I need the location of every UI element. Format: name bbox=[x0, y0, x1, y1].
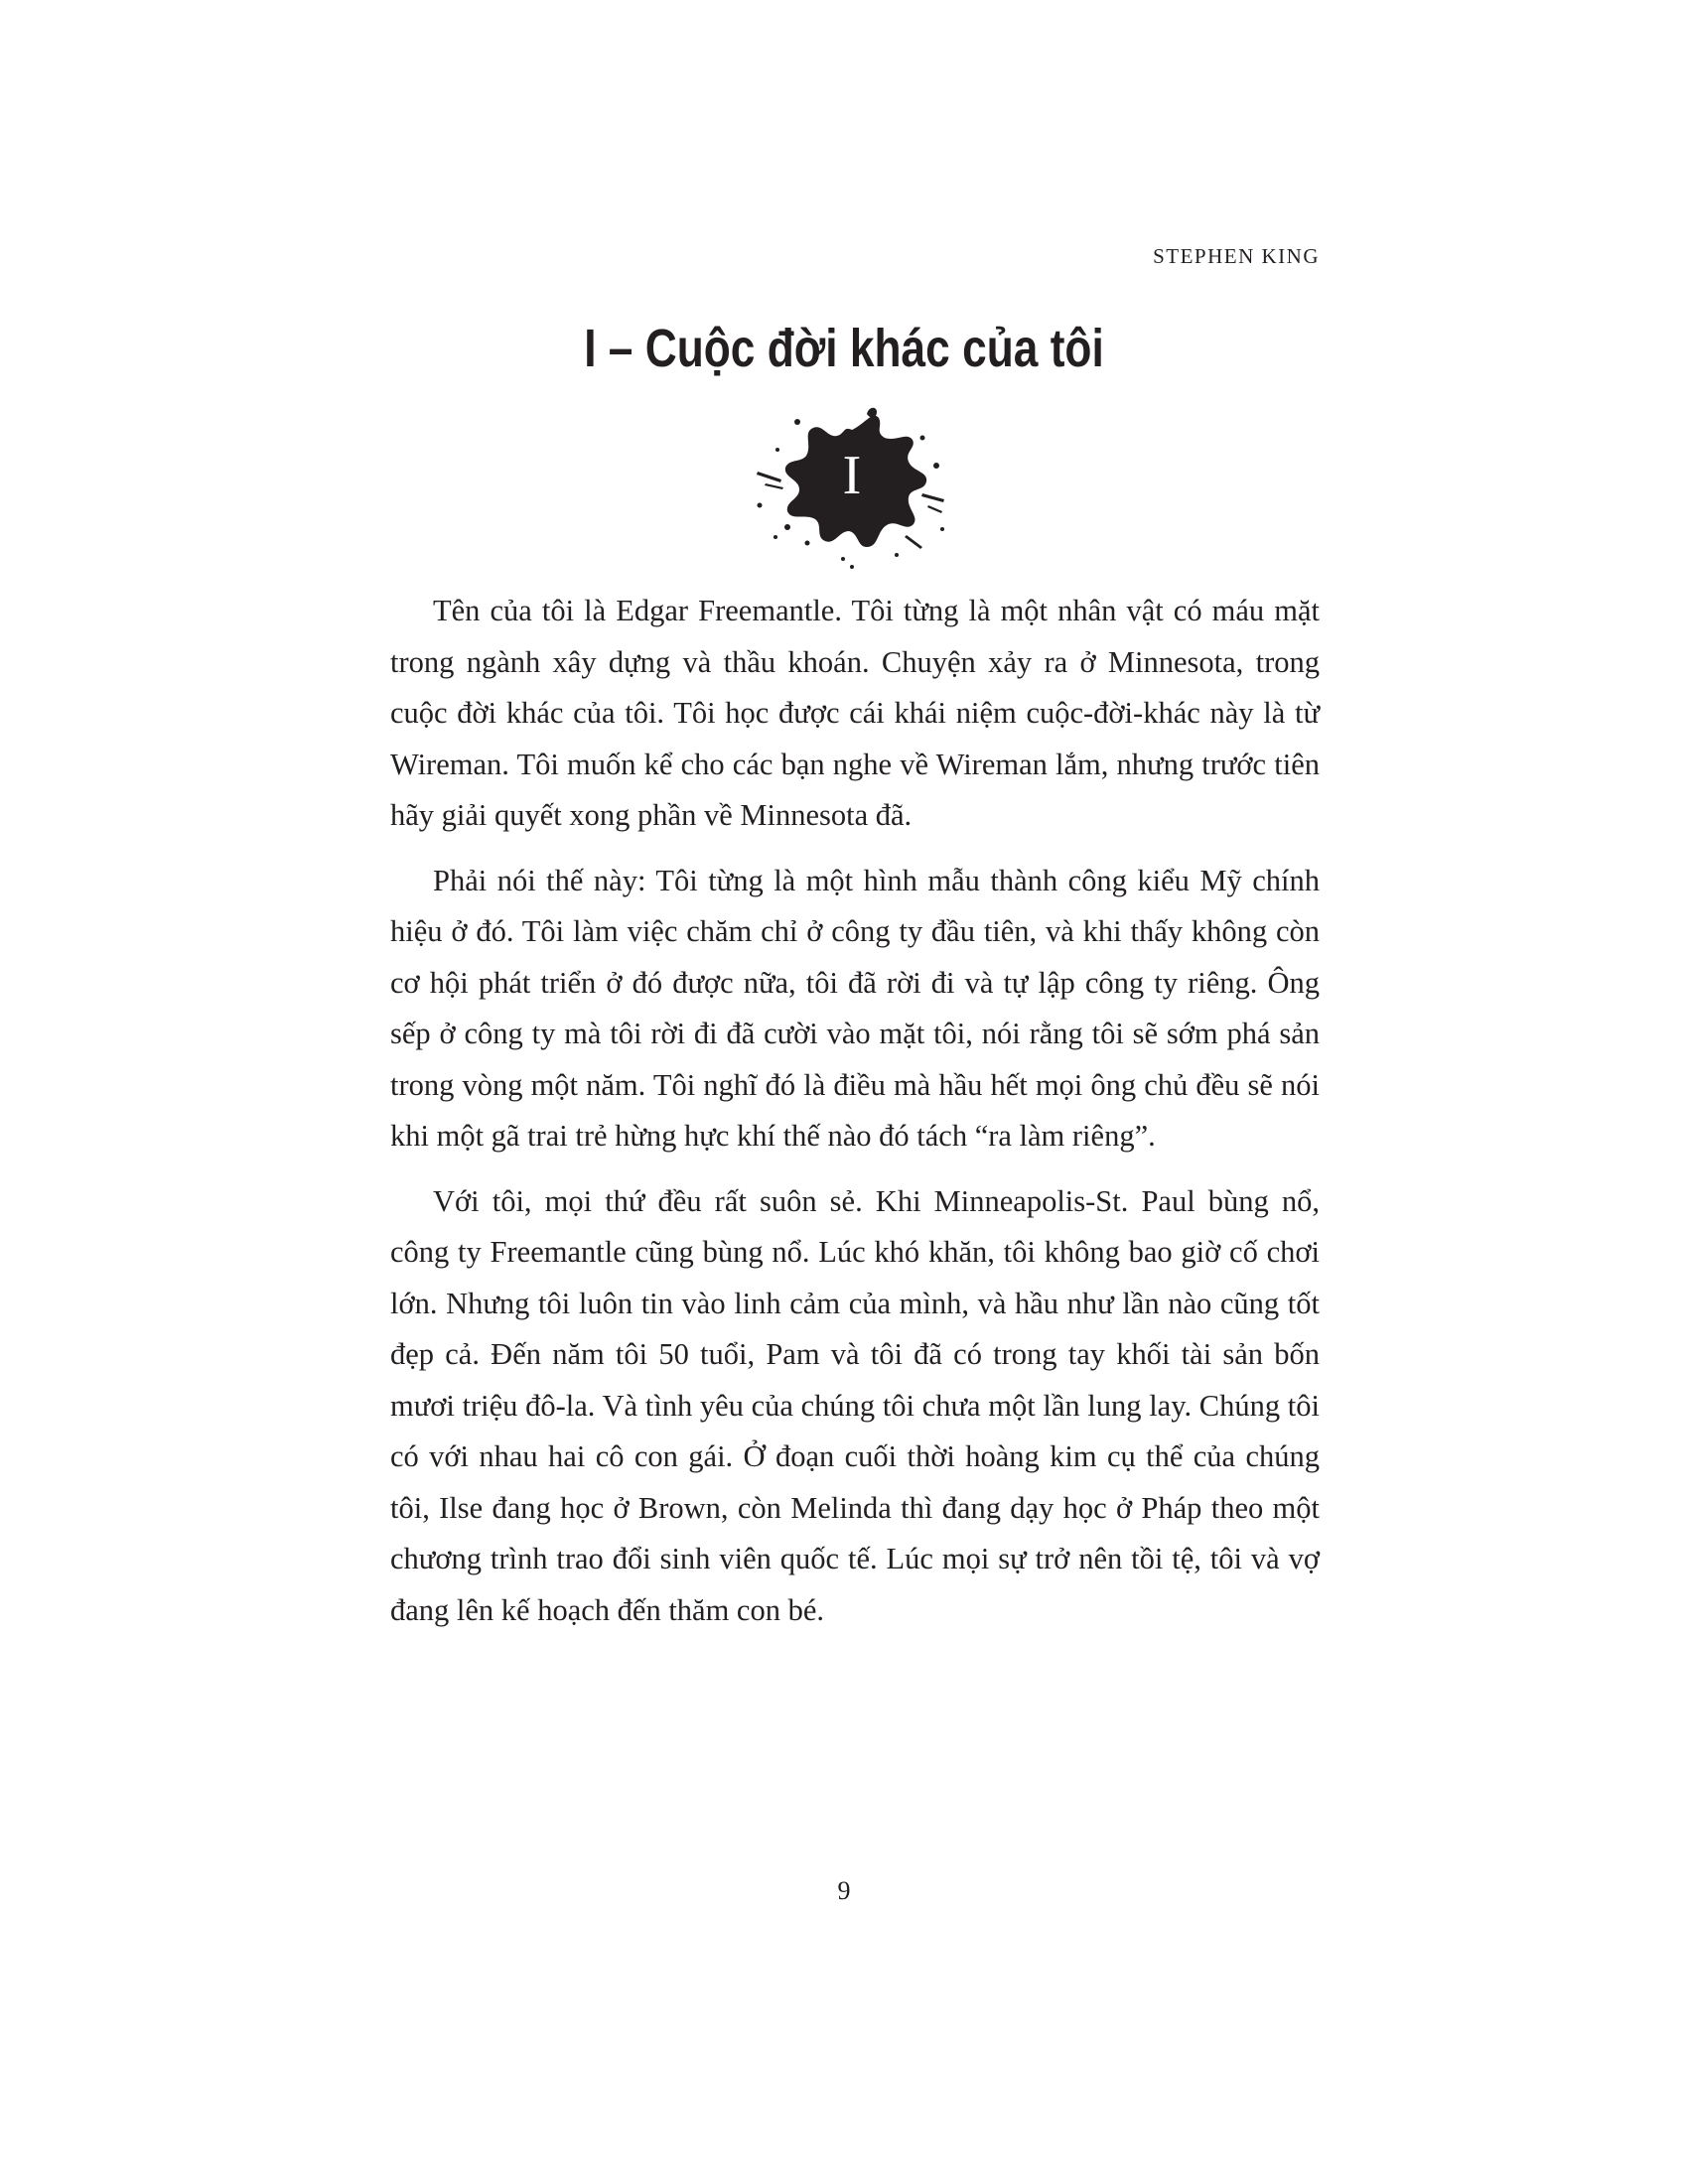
running-head: STEPHEN KING bbox=[1153, 244, 1320, 268]
paragraph: Với tôi, mọi thứ đều rất suôn sẻ. Khi Minneapolis-St. Paul bùng nổ, công ty Freemantle cũng bùng nổ. Lúc khó khăn, tôi không bao giờ cố chơi lớn. Nhưng tôi luôn tin vào linh cảm của mình, và hầu như lần nào cũng tốt đẹp cả. Đến năm tôi 50 tuổi, Pam và tôi đã có trong tay khối tài sản bốn mươi triệu đô-la. Và tình yêu của chúng tôi chưa một lần lung lay. Chúng tôi có với nhau hai cô con gái. Ở đoạn cuối thời hoàng kim cụ thể của chúng tôi, Ilse đang học ở Brown, còn Melinda thì đang dạy học ở Pháp theo một chương trình trao đổi sinh viên quốc tế. Lúc mọi sự trở nên tồi tệ, tôi và vợ đang lên kế hoạch đến thăm con bé. bbox=[390, 1183, 1320, 1627]
chapter-title: I – Cuộc đời khác của tôi bbox=[584, 319, 1104, 378]
paragraph: Tên của tôi là Edgar Freemantle. Tôi từng là một nhân vật có máu mặt trong ngành xây dựng và thầu khoán. Chuyện xảy ra ở Minnesota, trong cuộc đời khác của tôi. Tôi học được cái khái niệm cuộc-đời-khác này là từ Wireman. Tôi muốn kể cho các bạn nghe về Wireman lắm, nhưng trước tiên hãy giải quyết xong phần về Minnesota đã. bbox=[390, 594, 1320, 832]
body-text bbox=[390, 586, 1320, 1650]
chapter-numeral: I bbox=[842, 445, 862, 506]
page-number: 9 bbox=[837, 1876, 851, 1905]
paragraph: Phải nói thế này: Tôi từng là một hình mẫu thành công kiểu Mỹ chính hiệu ở đó. Tôi làm việc chăm chỉ ở công ty đầu tiên, và khi thấy không còn cơ hội phát triển ở đó được nữa, tôi đã rời đi và tự lập công ty riêng. Ông sếp ở công ty mà tôi rời đi đã cười vào mặt tôi, nói rằng tôi sẽ sớm phá sản trong vòng một năm. Tôi nghĩ đó là điều mà hầu hết mọi ông chủ đều sẽ nói khi một gã trai trẻ hừng hực khí thế nào đó tách “ra làm riêng”. bbox=[390, 863, 1320, 1153]
ink-splatter-icon bbox=[748, 402, 956, 571]
